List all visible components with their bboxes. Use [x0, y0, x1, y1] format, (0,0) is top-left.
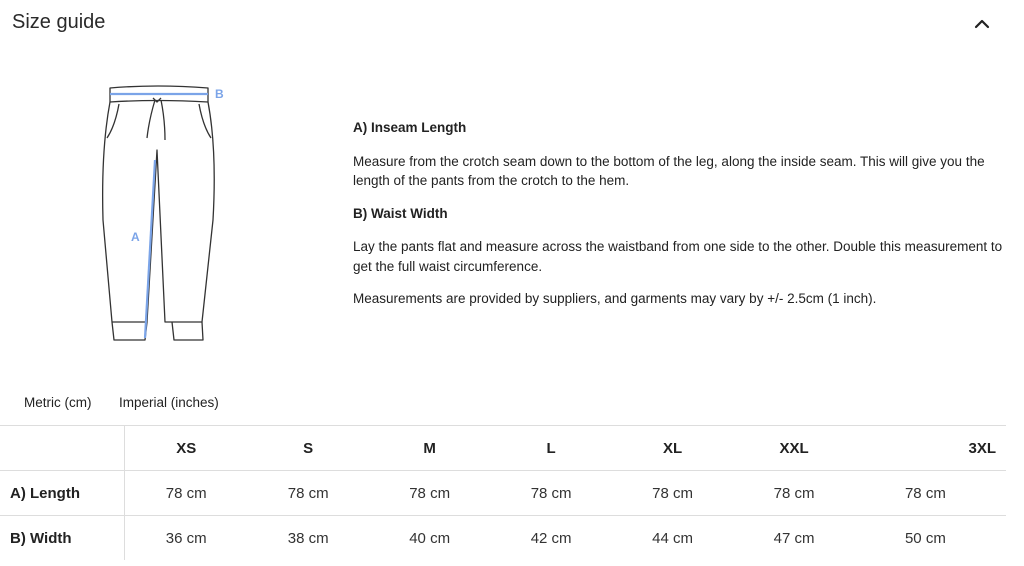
- inseam-heading: A) Inseam Length: [353, 120, 467, 135]
- row-label-width: B) Width: [0, 516, 125, 561]
- collapse-button[interactable]: [968, 10, 996, 38]
- measurement-description: [353, 118, 1003, 322]
- size-header: XS: [125, 426, 248, 471]
- table-row: [0, 471, 1006, 516]
- size-header: L: [490, 426, 611, 471]
- table-cell: 78 cm: [247, 471, 368, 516]
- table-corner: [0, 426, 125, 471]
- table-cell: 40 cm: [369, 516, 490, 561]
- size-guide-header: [0, 0, 1024, 44]
- table-cell: 78 cm: [369, 471, 490, 516]
- inseam-length-line: [145, 160, 155, 338]
- row-label-length: A) Length: [0, 471, 125, 516]
- chevron-up-icon: [974, 16, 990, 32]
- table-cell: 36 cm: [125, 516, 248, 561]
- waist-heading: B) Waist Width: [353, 205, 448, 221]
- label-b: B: [215, 87, 224, 101]
- size-header: S: [247, 426, 368, 471]
- supplier-note: Measurements are provided by suppliers, and garments may vary by +/- 2.5cm (1 inch).: [353, 291, 877, 306]
- table-cell: 78 cm: [612, 471, 733, 516]
- table-cell: 78 cm: [490, 471, 611, 516]
- table-cell: 78 cm: [125, 471, 248, 516]
- page-title: Size guide: [12, 11, 106, 33]
- label-a: A: [131, 230, 140, 244]
- table-cell: 78 cm: [733, 471, 854, 516]
- inseam-text: Measure from the crotch seam down to the bottom of the leg, along the inside seam. This will give you the length of the pants from the crotch to the hem.: [353, 153, 985, 188]
- size-header: M: [369, 426, 490, 471]
- table-row: [0, 516, 1006, 561]
- size-header: XL: [612, 426, 733, 471]
- size-header-row: [0, 426, 1006, 471]
- table-cell: 42 cm: [490, 516, 611, 561]
- pants-illustration: [95, 80, 235, 350]
- table-cell: 50 cm: [855, 516, 1006, 561]
- table-cell: 44 cm: [612, 516, 733, 561]
- unit-tab-imperial[interactable]: Imperial (inches): [119, 395, 219, 410]
- size-table: [0, 425, 1006, 560]
- size-header: XXL: [733, 426, 854, 471]
- unit-tab-metric[interactable]: Metric (cm): [24, 395, 92, 410]
- table-cell: 47 cm: [733, 516, 854, 561]
- waist-text: Lay the pants flat and measure across the waistband from one side to the other. Double this measurement to get the full waist circumference.: [353, 239, 1003, 274]
- table-cell: 38 cm: [247, 516, 368, 561]
- table-cell: 78 cm: [855, 471, 1006, 516]
- size-header: 3XL: [855, 426, 1006, 471]
